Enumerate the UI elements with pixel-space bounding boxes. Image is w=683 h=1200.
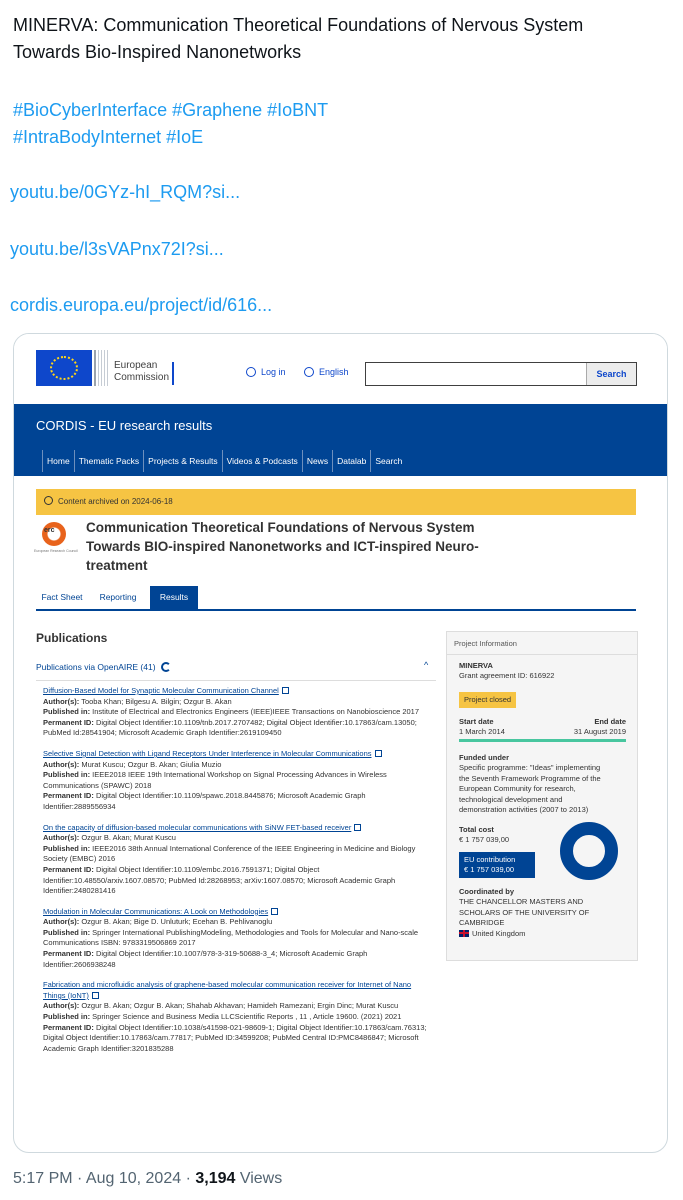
field-label: Published in: [43, 843, 91, 853]
funding-donut-chart [560, 822, 618, 880]
tweet-hashtags [13, 97, 328, 151]
coordinator-line: THE CHANCELLOR MASTERS AND [459, 897, 584, 906]
nav-news[interactable]: News [302, 450, 332, 472]
publication-title-text: Modulation in Molecular Communications: A Look on Methodologies [43, 906, 269, 916]
cordis-page [14, 334, 667, 1152]
uk-flag-icon [459, 930, 469, 937]
field-label: Permanent ID: [43, 717, 94, 727]
field-value: Springer International PublishingModeling, Methodologies and Tools for Molecular and Nano-scale Communications ISBN: 9783319506869 2017 [43, 927, 419, 948]
views-count: 3,194 [195, 1170, 236, 1187]
coordinator-line: SCHOLARS OF THE UNIVERSITY OF [459, 907, 590, 917]
eu-stars-icon [50, 356, 78, 380]
project-title-line: Towards BIO-inspired Nanonetworks and ICT-inspired Neuro- [86, 539, 479, 554]
country-name: United Kingdom [472, 928, 526, 938]
ec-logo-icon [36, 350, 92, 386]
nav-thematic-packs[interactable]: Thematic Packs [74, 450, 143, 472]
publication-authors [43, 833, 435, 844]
publication-item [43, 907, 435, 971]
nav-projects-results[interactable]: Projects & Results [143, 450, 221, 472]
field-label: Author(s): [43, 759, 80, 769]
field-value: Springer Science and Business Media LLCScientific Reports , 11 , Article 19600. (2021) 2021 [90, 1012, 402, 1022]
funded-line: Specific programme: "Ideas" implementing [459, 763, 601, 772]
chevron-up-icon[interactable]: ^ [424, 660, 429, 670]
publication-title[interactable] [43, 686, 435, 697]
funded-line: technological development and [459, 794, 563, 804]
publication-permanent-id [43, 865, 435, 897]
publication-item [43, 980, 435, 1054]
ec-building-icon [98, 350, 110, 386]
country [459, 929, 629, 940]
external-link-icon [375, 750, 382, 757]
search-button[interactable]: Search [586, 363, 636, 385]
field-value: Ozgur B. Akan; Ozgur B. Akan; Shahab Akhavan; Hamideh Ramezani; Ergin Dinc; Murat Kuscu [79, 1001, 399, 1011]
cordis-link[interactable]: cordis.europa.eu/project/id/616... [10, 295, 273, 315]
publication-title-text: Diffusion-Based Model for Synaptic Molecular Communication Channel [43, 686, 279, 695]
logo-divider [94, 350, 96, 386]
site-title[interactable]: CORDIS - EU research results [36, 418, 213, 433]
publication-permanent-id [43, 718, 435, 739]
publication-authors [43, 1001, 435, 1012]
nav-search[interactable]: Search [370, 450, 406, 472]
youtube-link-1[interactable]: youtu.be/0GYz-hI_RQM?si... [10, 182, 241, 202]
funded-under-label: Funded under [459, 753, 509, 762]
publication-list [43, 686, 435, 1064]
erc-logo-text: erc [44, 527, 55, 534]
search-input[interactable] [365, 362, 637, 386]
status-badge: Project closed [459, 692, 516, 708]
timeline-bar [459, 739, 626, 742]
coordinated-by-label: Coordinated by [459, 887, 515, 896]
tweet-text-line: Towards Bio-Inspired Nanonetworks [13, 42, 302, 62]
field-value: Ozgur B. Akan; Murat Kuscu [79, 833, 176, 843]
field-label: Permanent ID: [43, 949, 94, 959]
tweet-timestamp[interactable]: 5:17 PM · Aug 10, 2024 · [13, 1170, 196, 1187]
publication-published-in [43, 928, 435, 949]
publication-title-text: On the capacity of diffusion-based molecular communications with SiNW FET-based receiver [43, 822, 352, 832]
tweet-text-line: MINERVA: Communication Theoretical Foundations of Nervous System [13, 15, 584, 35]
main-nav [42, 450, 406, 472]
ec-accent-bar [172, 362, 174, 385]
tab-reporting[interactable]: Reporting [99, 592, 137, 602]
globe-icon [304, 367, 314, 377]
erc-logo-icon [42, 522, 66, 546]
field-label: Author(s): [43, 917, 80, 927]
publication-published-in [43, 707, 435, 718]
field-value: IEEE2018 IEEE 19th International Workshop on Signal Processing Advances in Wireless Communications (SPAWC) 2018 [43, 770, 387, 790]
publication-published-in [43, 770, 435, 791]
login-link[interactable] [246, 367, 286, 377]
openaire-toggle[interactable] [36, 662, 171, 672]
publication-title[interactable] [43, 749, 435, 760]
views-label: Views [235, 1170, 283, 1187]
ec-name [114, 360, 169, 384]
openaire-label: Publications via OpenAIRE (41) [36, 662, 156, 672]
publication-title[interactable] [43, 823, 435, 834]
language-selector[interactable] [304, 367, 349, 377]
total-cost-label: Total cost [459, 825, 494, 834]
ec-header [14, 334, 667, 404]
tab-fact-sheet[interactable]: Fact Sheet [41, 592, 83, 602]
panel-heading: Project Information [454, 639, 517, 648]
erc-logo-subtext: European Research Council [34, 549, 78, 553]
hashtag-line[interactable]: #IntraBodyInternet #IoE [13, 127, 204, 147]
field-value: Murat Kuscu; Ozgur B. Akan; Giulia Muzio [79, 759, 222, 769]
project-title [86, 518, 556, 575]
external-link-icon [282, 687, 289, 694]
nav-home[interactable]: Home [42, 450, 74, 472]
publication-title-text: Fabrication and microfluidic analysis of graphene-based molecular communication receiver for Internet of Nano Things (IoNT) [43, 980, 412, 1000]
divider [447, 654, 637, 655]
field-value: Digital Object Identifier:10.1038/s41598-021-98609-1; Digital Object Identifier:10.17863/cam.76313; Digital Object Identifier:10.17863/cam.77817; PubMed ID:34599208; PubMed Central ID:PMC8486847; Microsoft Academic Graph Identifier:3201835288 [43, 1022, 427, 1053]
start-date: 1 March 2014 [459, 727, 505, 736]
project-title-line: Communication Theoretical Foundations of Nervous System [86, 520, 475, 535]
field-label: Permanent ID: [43, 864, 94, 874]
field-label: Published in: [43, 927, 91, 937]
field-label: Published in: [43, 1012, 91, 1022]
funded-line: European Community for research, [459, 784, 576, 793]
eu-contribution-label: EU contribution [464, 855, 516, 864]
publication-permanent-id [43, 1023, 435, 1055]
publication-authors [43, 697, 435, 708]
publication-authors [43, 917, 435, 928]
project-title-line: treatment [86, 558, 148, 573]
eu-contribution-badge [459, 852, 535, 878]
publications-heading: Publications [36, 631, 108, 645]
tweet-image[interactable] [13, 333, 668, 1153]
publication-title[interactable] [43, 907, 435, 918]
eu-contribution-value: € 1 757 039,00 [464, 865, 515, 874]
user-icon [246, 367, 256, 377]
field-label: Author(s): [43, 696, 80, 706]
publication-published-in [43, 844, 435, 865]
end-date-label: End date [594, 717, 626, 726]
external-link-icon [271, 908, 278, 915]
tab-results[interactable]: Results [150, 586, 198, 609]
language-label: English [319, 367, 349, 377]
external-link-icon [92, 992, 99, 999]
login-label: Log in [261, 367, 286, 377]
ec-name-line: European [114, 360, 158, 371]
archived-notice [36, 489, 636, 515]
ec-name-line: Commission [114, 372, 170, 383]
funded-line: demonstration activities (2007 to 2013) [459, 805, 589, 814]
archived-text: Content archived on 2024-06-18 [58, 497, 173, 506]
openaire-icon [161, 662, 171, 672]
publication-item [43, 749, 435, 813]
nav-datalab[interactable]: Datalab [332, 450, 370, 472]
tweet-text [13, 12, 673, 66]
coordinator [459, 897, 629, 939]
publication-published-in [43, 1012, 435, 1023]
publication-item [43, 686, 435, 739]
external-link-icon [354, 824, 361, 831]
total-cost-value: € 1 757 039,00 [459, 835, 510, 844]
field-value: Digital Object Identifier:10.1007/978-3-319-50688-3_4; Microsoft Academic Graph Identifier:2606938248 [43, 949, 368, 969]
field-value: Tooba Khan; Bilgesu A. Bilgin; Ozgur B. Akan [79, 696, 232, 706]
field-label: Permanent ID: [43, 791, 94, 801]
history-icon [44, 496, 53, 505]
field-label: Published in: [43, 707, 91, 717]
publication-title[interactable] [43, 980, 435, 1001]
publication-item [43, 823, 435, 897]
publication-permanent-id [43, 791, 435, 812]
field-value: Ozgur B. Akan; Bige D. Unluturk; Ecehan B. Pehlivanoglu [79, 917, 273, 927]
publication-authors [43, 760, 435, 771]
field-value: Digital Object Identifier:10.1109/spawc.2018.8445876; Microsoft Academic Graph Identifier:2889556934 [43, 791, 366, 811]
hashtag-line[interactable]: #BioCyberInterface #Graphene #IoBNT [13, 100, 329, 120]
funded-line: the Seventh Framework Programme of the [459, 773, 601, 783]
nav-videos-podcasts[interactable]: Videos & Podcasts [222, 450, 302, 472]
field-label: Author(s): [43, 1001, 80, 1011]
project-tabs [36, 586, 636, 611]
coordinator-line: CAMBRIDGE [459, 918, 505, 927]
field-value: Digital Object Identifier:10.1109/tnb.2017.2707482; Digital Object Identifier:10.17863/cam.13050; PubMed Id:28541904; Microsoft Academic Graph Identifier:2619109450 [43, 717, 417, 738]
end-date: 31 August 2019 [573, 727, 626, 736]
publication-permanent-id [43, 949, 435, 970]
field-value: IEEE2016 38th Annual International Conference of the IEEE Engineering in Medicine and Biology Society (EMBC) 2016 [43, 843, 416, 864]
field-value: Institute of Electrical and Electronics Engineers (IEEE)IEEE Transactions on Nanobioscience 2017 [90, 707, 420, 717]
start-date-label: Start date [459, 717, 494, 726]
funded-under-text [459, 763, 631, 816]
field-value: Digital Object Identifier:10.1109/embc.2016.7591371; Digital Object Identifier:10.48550/arxiv.1607.08570; PubMed Id:28268953; arXiv:1607.08570; Microsoft Academic Graph Identifier:2480281416 [43, 864, 396, 896]
divider [36, 680, 436, 681]
field-label: Permanent ID: [43, 1022, 94, 1032]
grant-id: Grant agreement ID: 616922 [459, 671, 555, 680]
youtube-link-2[interactable]: youtu.be/l3sVAPnx72I?si... [10, 239, 224, 259]
project-information-panel [446, 631, 638, 961]
field-label: Author(s): [43, 833, 80, 843]
tweet-meta [13, 1170, 282, 1188]
project-acronym: MINERVA [459, 661, 493, 670]
publication-title-text: Selective Signal Detection with Ligand Receptors Under Interference in Molecular Communications [43, 748, 372, 758]
field-label: Published in: [43, 770, 91, 780]
